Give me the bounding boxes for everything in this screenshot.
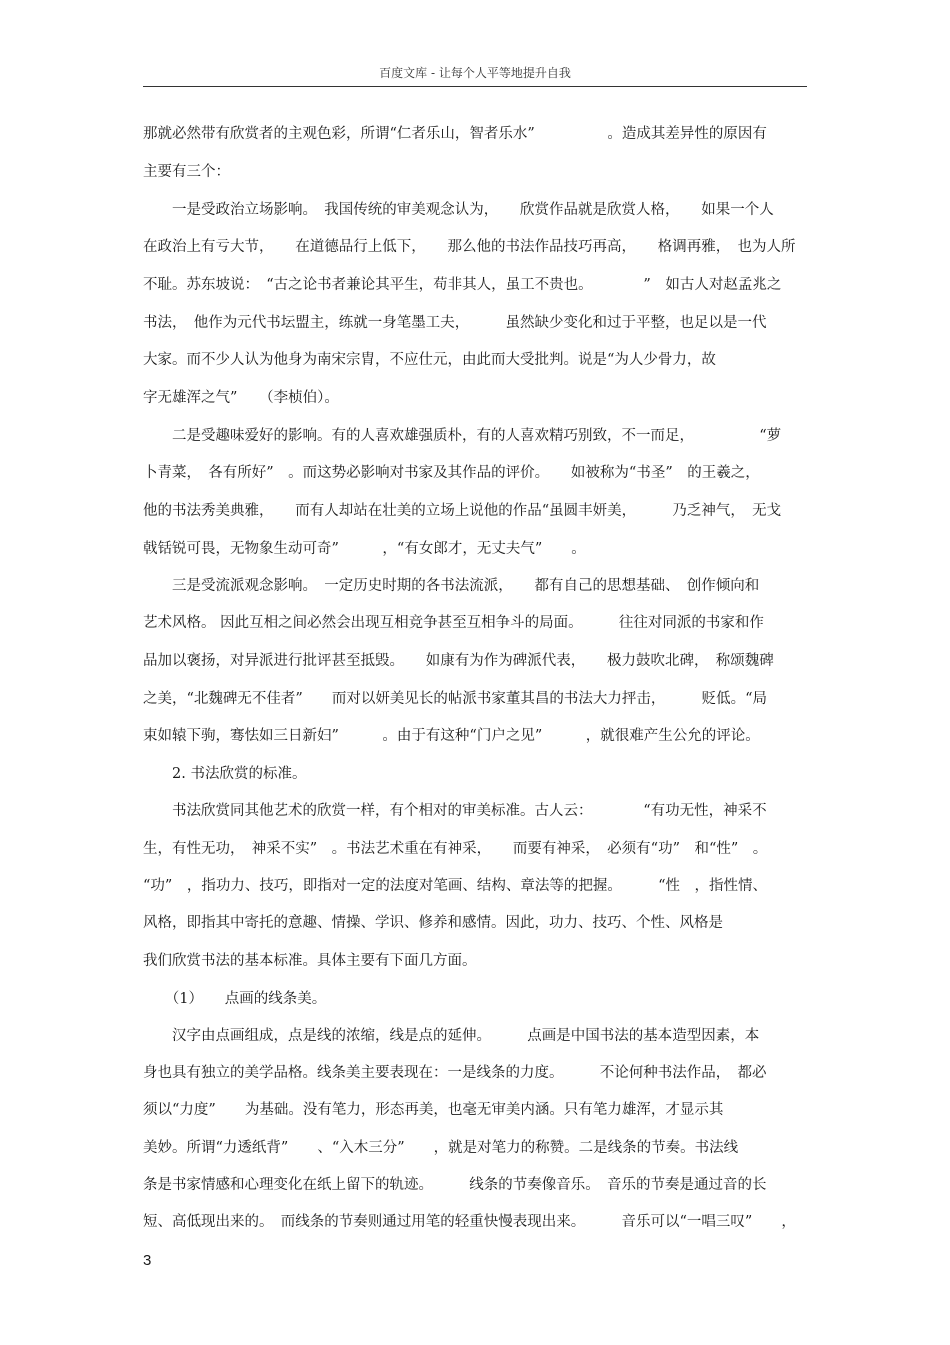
text-line: 二是受趣味爱好的影响。有的人喜欢雄强质朴，有的人喜欢精巧别致，不一而足， “萝: [143, 428, 782, 444]
text-line: 品加以褒扬，对异派进行批评甚至抵毁。 如康有为作为碑派代表， 极力鼓吹北碑， 称颂魏碑: [143, 653, 774, 669]
text-line: 大家。而不少人认为他身为南宋宗胄，不应仕元，由此而大受批判。说是“为人少骨力，故: [143, 352, 716, 368]
text-line: 三是受流派观念影响。 一定历史时期的各书法流派， 都有自己的思想基础、 创作倾向和: [143, 578, 760, 594]
text-line: 条是书家情感和心理变化在纸上留下的轨迹。 线条的节奏像音乐。 音乐的节奏是通过音的长: [143, 1177, 767, 1193]
text-line: 不耻。苏东坡说： “古之论书者兼论其平生，苟非其人，虽工不贵也。 ” 如古人对赵孟兆之: [143, 277, 782, 293]
text-line: 须以“力度” 为基础。没有笔力，形态再美，也毫无审美内涵。只有笔力雄浑，才显示其: [143, 1102, 724, 1118]
page-header: 百度文库 - 让每个人平等地提升自我: [143, 62, 807, 87]
text-line: 艺术风格。 因此互相之间必然会出现互相竞争甚至互相争斗的局面。 往往对同派的书家和作: [143, 615, 764, 631]
text-line: 在政治上有亏大节， 在道德品行上低下， 那么他的书法作品技巧再高， 格调再雅， 也为人所: [143, 239, 796, 255]
text-line: 主要有三个：: [143, 164, 230, 180]
text-line: 卜青菜， 各有所好” 。而这势必影响对书家及其作品的评价。 如被称为“书圣” 的王羲之，: [143, 465, 760, 481]
text-line: 书法欣赏同其他艺术的欣赏一样，有个相对的审美标准。古人云： “有功无性，神采不: [143, 803, 767, 819]
page-number: 3: [143, 1252, 152, 1269]
text-line: 我们欣赏书法的基本标准。具体主要有下面几方面。: [143, 953, 477, 969]
text-line: 戟铦锐可畏，无物象生动可奇” ，“有女郎才，无丈夫气” 。: [143, 541, 586, 557]
text-line: 生，有性无功， 神采不实” 。书法艺术重在有神采， 而要有神采， 必须有“功” 和“性” 。: [143, 841, 768, 857]
text-line: 一是受政治立场影响。 我国传统的审美观念认为， 欣赏作品就是欣赏人格， 如果一个人: [143, 202, 774, 218]
text-line: 那就必然带有欣赏者的主观色彩，所谓“仁者乐山，智者乐水” 。造成其差异性的原因有: [143, 126, 767, 142]
text-line: 束如辕下驹，骞怯如三日新妇” 。由于有这种“门户之见” ，就很难产生公允的评论。: [143, 728, 760, 744]
text-line: 身也具有独立的美学品格。线条美主要表现在：一是线条的力度。 不论何种书法作品， 都必: [143, 1065, 767, 1081]
text-line: 书法， 他作为元代书坛盟主，练就一身笔墨工夫， 虽然缺少变化和过于平整，也足以是一代: [143, 315, 767, 331]
text-line: 短、高低现出来的。 而线条的节奏则通过用笔的轻重快慢表现出来。 音乐可以“一唱三叹” ，: [143, 1214, 796, 1230]
text-line: 美妙。所谓“力透纸背” 、“入木三分” ，就是对笔力的称赞。二是线条的节奏。书法线: [143, 1140, 739, 1156]
section-heading: 2. 书法欣赏的标准。: [143, 766, 307, 782]
text-line: 风格，即指其中寄托的意趣、情操、学识、修养和感情。因此，功力、技巧、个性、风格是: [143, 915, 723, 931]
text-line: 字无雄浑之气” （李桢伯）。: [143, 390, 339, 406]
text-line: 他的书法秀美典雅， 而有人却站在壮美的立场上说他的作品“虽圆丰妍美， 乃乏神气， 无戈: [143, 503, 782, 519]
text-line: “功” ，指功力、技巧，即指对一定的法度对笔画、结构、章法等的把握。 “性 ，指性情、: [143, 878, 767, 894]
subsection-heading: （1） 点画的线条美。: [143, 991, 327, 1007]
text-line: 之美，“北魏碑无不佳者” 而对以妍美见长的帖派书家董其昌的书法大力抨击， 贬低。“局: [143, 691, 767, 707]
text-line: 汉字由点画组成，点是线的浓缩，线是点的延伸。 点画是中国书法的基本造型因素，本: [143, 1028, 760, 1044]
